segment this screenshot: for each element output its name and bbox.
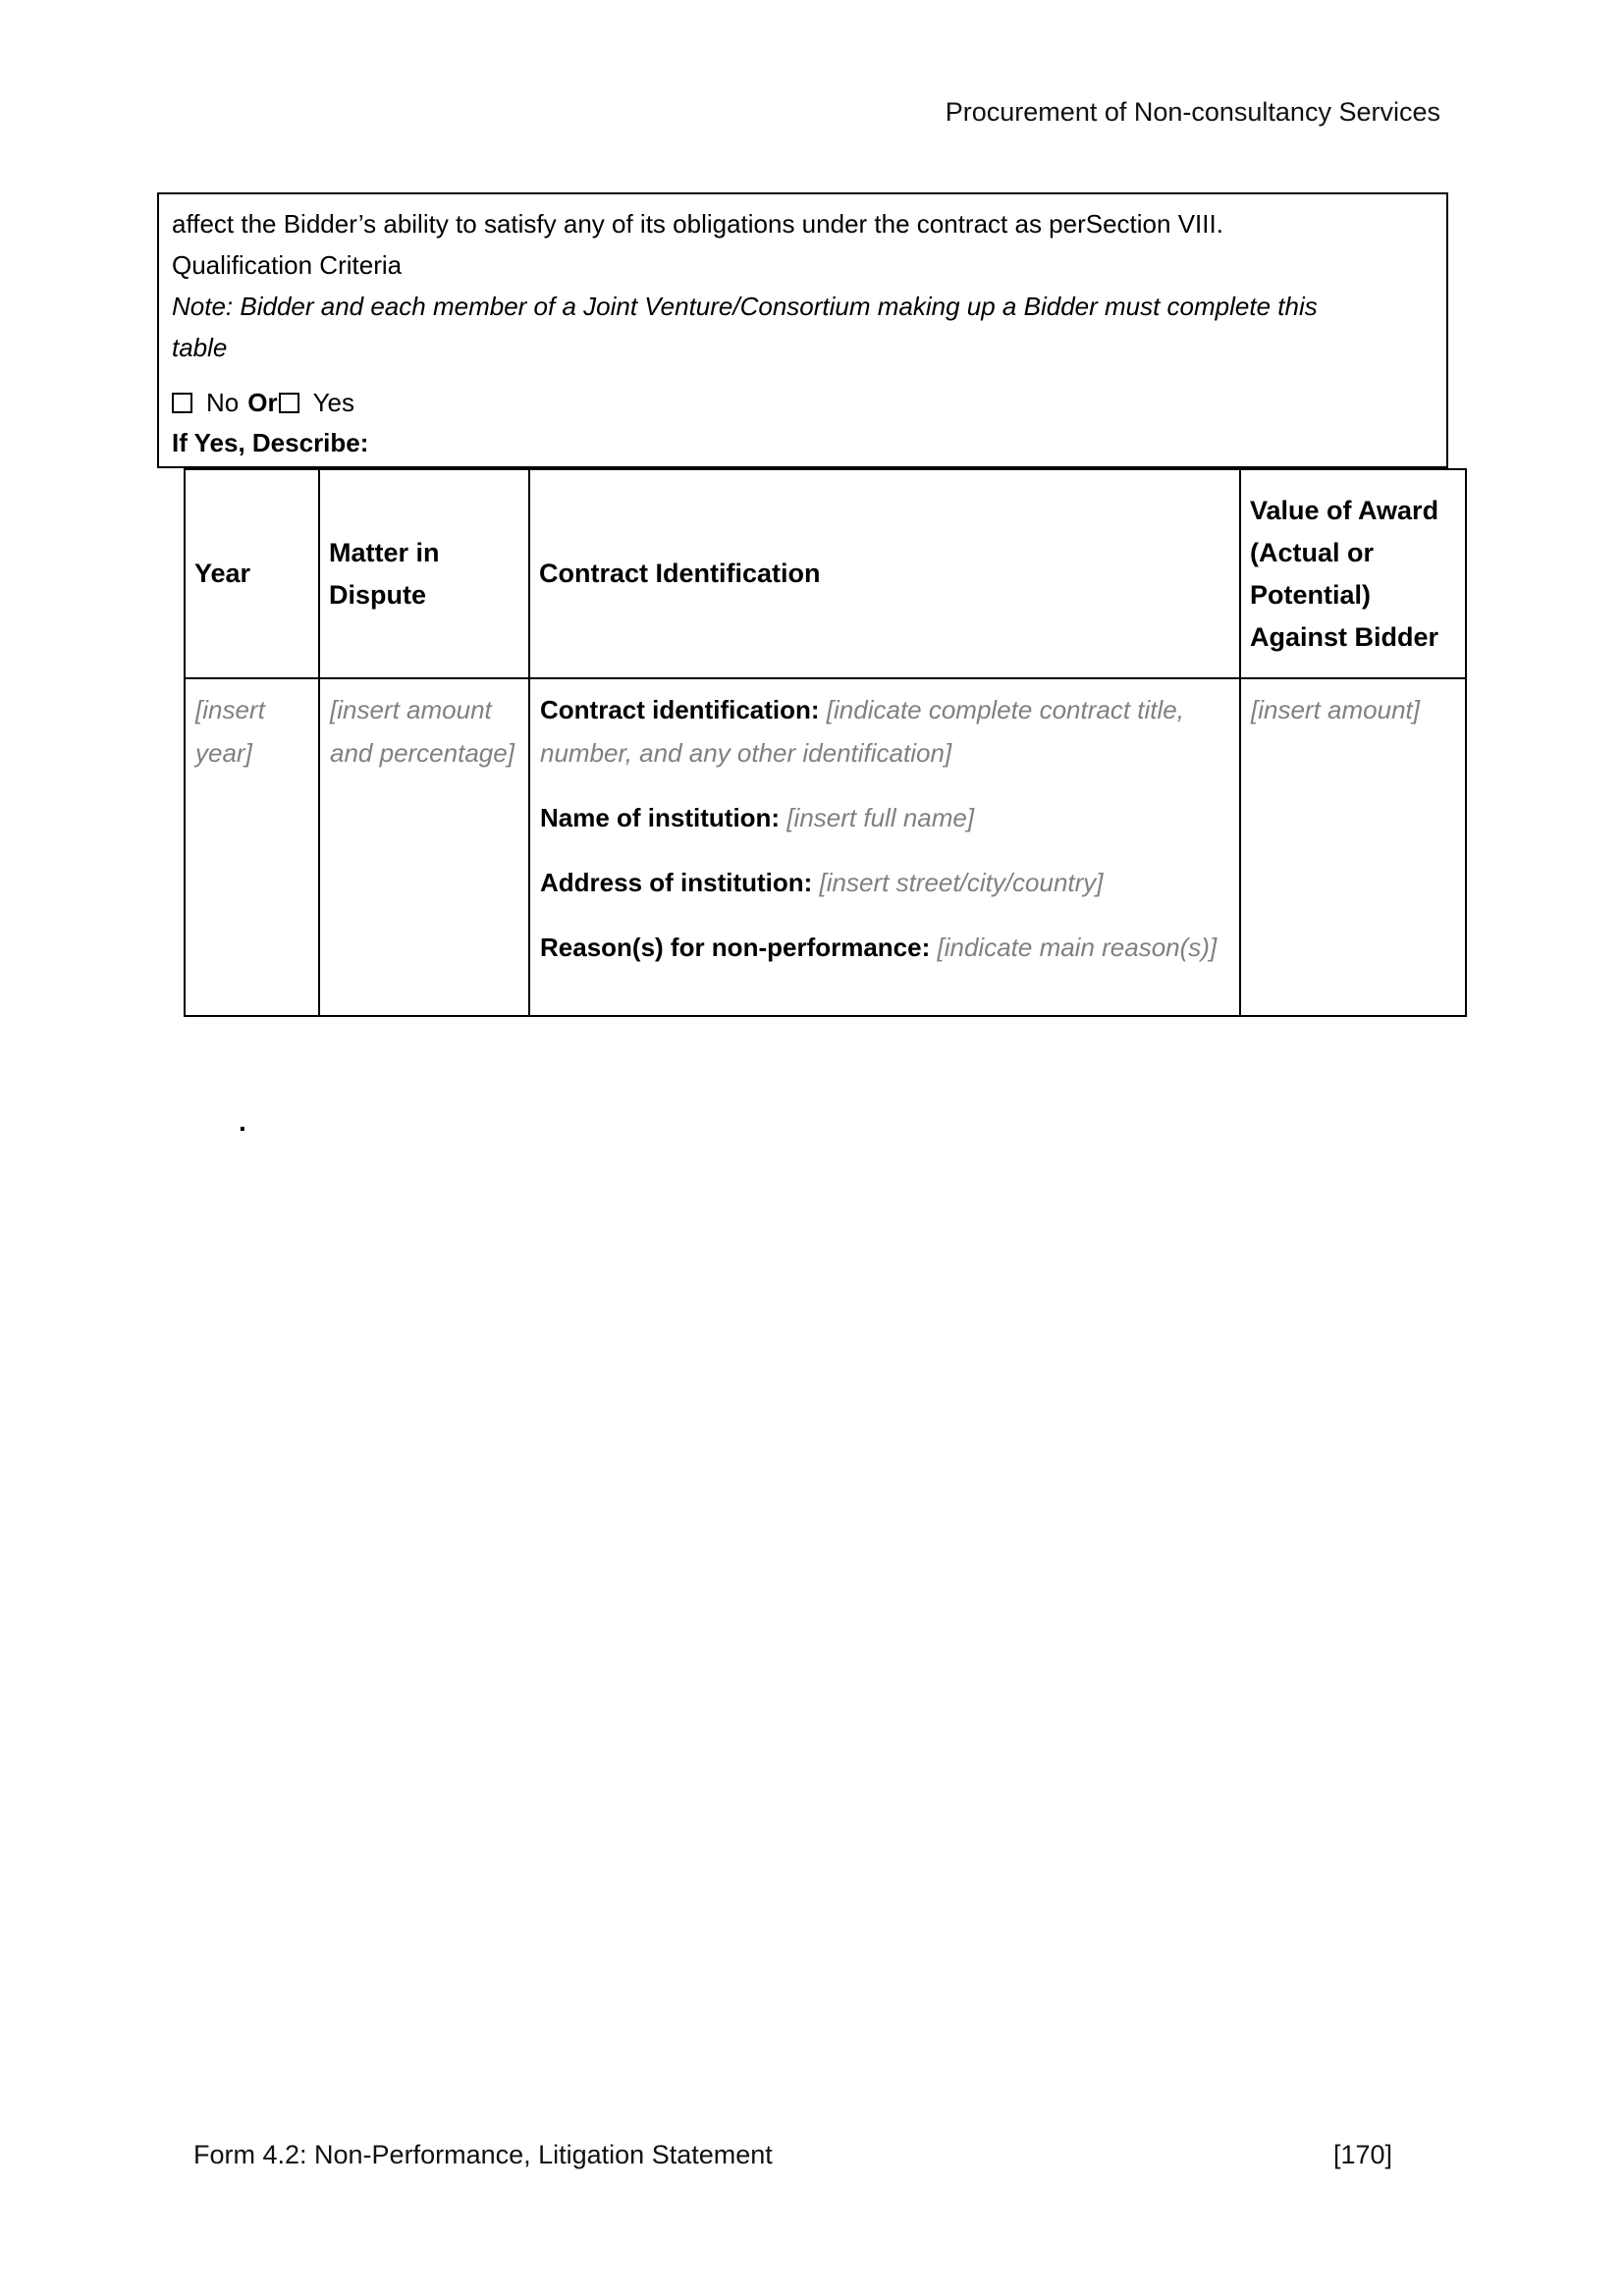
- cell-matter-in-dispute: [insert amount and percentage]: [319, 678, 529, 1016]
- contract-identification-placeholder: [indicate complete contract title, number, and any other identification]: [540, 695, 1184, 768]
- cell-value-of-award: [insert amount]: [1240, 678, 1466, 1016]
- cell-contract-identification: [529, 678, 1240, 1016]
- no-checkbox[interactable]: [172, 393, 192, 413]
- stray-period: .: [239, 1106, 246, 1137]
- col-header-value-of-award: Value of Award (Actual or Potential) Against Bidder: [1240, 469, 1466, 678]
- non-performance-table: [184, 468, 1467, 1017]
- non-performance-reason-item: [540, 926, 1229, 969]
- document-header-title: Procurement of Non-consultancy Services: [945, 97, 1440, 127]
- institution-address-item: [540, 861, 1229, 904]
- non-performance-reason-placeholder: [indicate main reason(s)]: [937, 933, 1218, 962]
- col-header-matter-in-dispute: Matter in Dispute: [319, 469, 529, 678]
- yes-no-checkbox-row: [172, 383, 1433, 422]
- col-header-contract-identification: Contract Identification: [529, 469, 1240, 678]
- institution-name-item: [540, 796, 1229, 839]
- intro-box: [157, 192, 1448, 468]
- institution-name-label: Name of institution:: [540, 803, 787, 832]
- intro-line-2: Qualification Criteria: [172, 250, 403, 280]
- yes-checkbox[interactable]: [279, 393, 299, 413]
- yes-checkbox-label: Yes: [312, 388, 355, 417]
- institution-address-placeholder: [insert street/city/country]: [819, 868, 1104, 897]
- institution-address-label: Address of institution:: [540, 868, 820, 897]
- intro-line-1: affect the Bidder’s ability to satisfy any of its obligations under the contract as perSection VIII.: [172, 209, 1223, 239]
- cell-year: [insert year]: [185, 678, 319, 1016]
- contract-identification-item: [540, 688, 1229, 774]
- institution-name-placeholder: [insert full name]: [786, 803, 975, 832]
- footer-page-number: [170]: [1332, 2140, 1392, 2169]
- note-line-2: table: [172, 333, 228, 362]
- note-line-1: Note: Bidder and each member of a Joint Venture/Consortium making up a Bidder must complete this: [172, 292, 1318, 321]
- no-checkbox-label: No: [206, 388, 240, 417]
- non-performance-reason-label: Reason(s) for non-performance:: [540, 933, 938, 962]
- or-label: Or: [247, 388, 278, 417]
- document-footer: [193, 2140, 1392, 2170]
- table-header-row: [185, 469, 1466, 678]
- contract-identification-label: Contract identification:: [540, 695, 827, 724]
- footer-form-title: Form 4.2: Non-Performance, Litigation Statement: [193, 2140, 773, 2169]
- if-yes-describe-label: If Yes, Describe:: [172, 428, 369, 457]
- col-header-year: Year: [185, 469, 319, 678]
- table-row: [185, 678, 1466, 1016]
